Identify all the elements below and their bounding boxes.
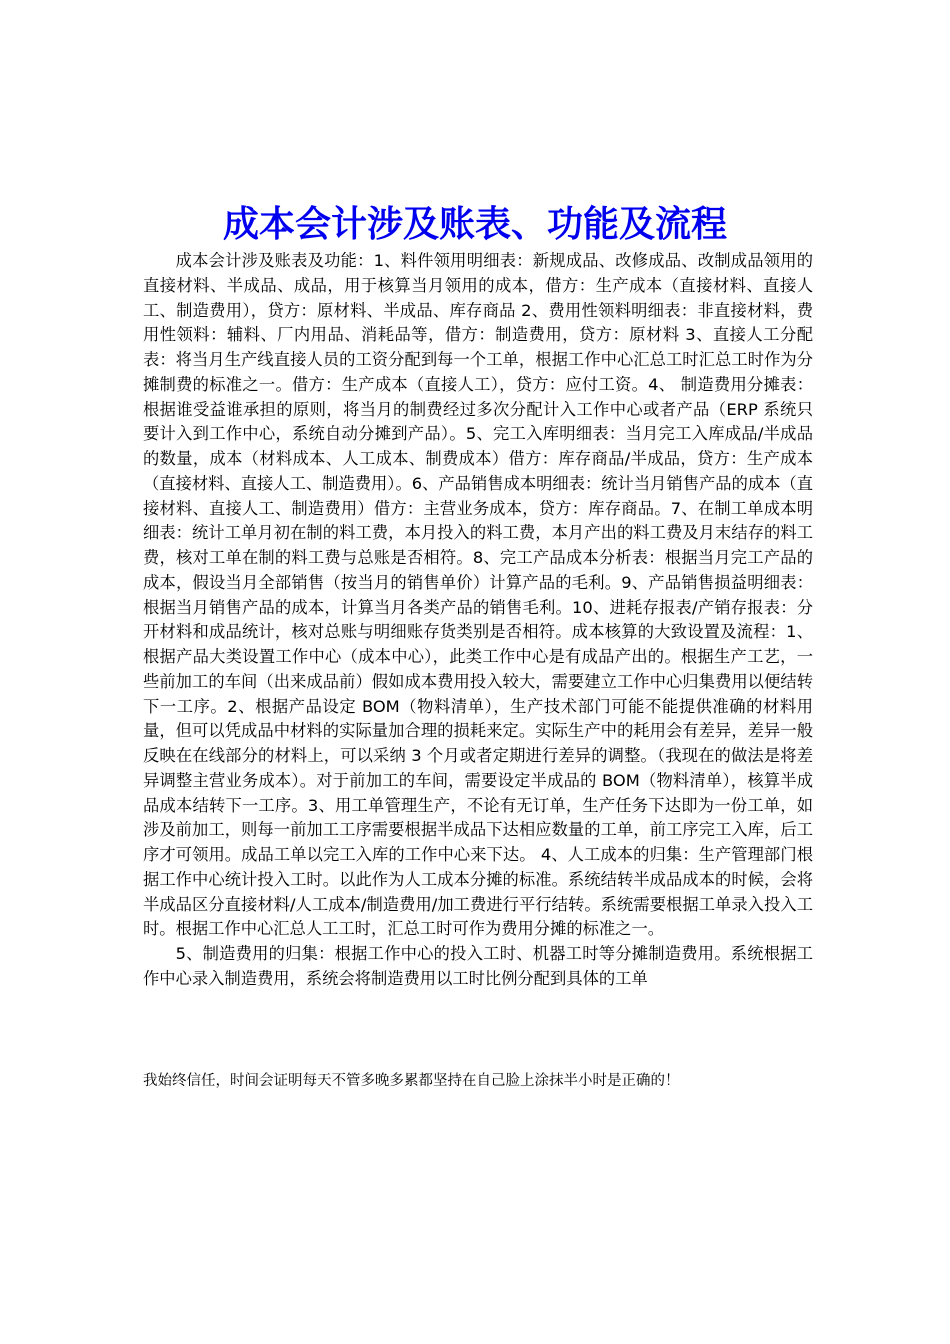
body-paragraph-2: 5、制造费用的归集：根据工作中心的投入工时、机器工时等分摊制造费用。系统根据工作中心录入制造费用，系统会将制造费用以工时比例分配到具体的工单 — [143, 944, 813, 988]
footer-note: 我始终信任，时间会证明每天不管多晚多累都坚持在自己脸上涂抹半小时是正确的！ — [143, 1073, 680, 1089]
document-body — [143, 249, 813, 992]
body-paragraph-1: 成本会计涉及账表及功能：1、料件领用明细表：新规成品、改修成品、改制成品领用的直接材料、半成品、成品，用于核算当月领用的成本，借方：生产成本（直接材料、直接人工、制造费用），贷方：原材料、半成品、库存商品 2、费用性领料明细表：非直接材料，费用性领料：辅料、厂内用品、消耗品等，借方：制造费用，贷方：原材料 3、直接人工分配表：将当月生产线直接人员的工资分配到每一个工单，根据工作中心汇总工时汇总工时作为分摊制费的标准之一。借方：生产成本（直接人工），贷方：应付工资。4、 制造费用分摊表：根据谁受益谁承担的原则，将当月的制费经过多次分配计入工作中心或者产品（ERP 系统只要计入到工作中心，系统自动分摊到产品）。5、完工入库明细表：当月完工入库成品/半成品的数量，成本（材料成本、人工成本、制费成本）借方：库存商品/半成品，贷方：生产成本（直接材料、直接人工、制造费用）。6、产品销售成本明细表：统计当月销售产品的成本（直接材料、直接人工、制造费用）借方：主营业务成本，贷方：库存商品。7、在制工单成本明细表：统计工单月初在制的料工费，本月投入的料工费，本月产出的料工费及月末结存的料工费，核对工单在制的料工费与总账是否相符。8、完工产品成本分析表：根据当月完工产品的成本，假设当月全部销售（按当月的销售单价）计算产品的毛利。9、产品销售损益明细表：根据当月销售产品的成本，计算当月各类产品的销售毛利。10、进耗存报表/产销存报表：分开材料和成品统计，核对总账与明细账存货类别是否相符。成本核算的大致设置及流程：1、根据产品大类设置工作中心（成本中心），此类工作中心是有成品产出的。根据生产工艺，一些前加工的车间（出来成品前）假如成本费用投入较大，需要建立工作中心归集费用以便结转下一工序。2、根据产品设定 BOM（物料清单），生产技术部门可能不能提供准确的材料用量，但可以凭成品中材料的实际量加合理的损耗来定。实际生产中的耗用会有差异，差异一般反映在在线部分的材料上，可以采纳 3 个月或者定期进行差异的调整。（我现在的做法是将差异调整主营业务成本）。对于前加工的车间，需要设定半成品的 BOM（物料清单），核算半成品成本结转下一工序。3、用工单管理生产，不论有无订单，生产任务下达即为一份工单，如涉及前加工，则每一前加工工序需要根据半成品下达相应数量的工单，前工序完工入库，后工序才可领用。成品工单以完工入库的工作中心来下达。 4、人工成本的归集：生产管理部门根据工作中心统计投入工时。以此作为人工成本分摊的标准。系统结转半成品成本的时候，会将半成品区分直接材料/人工成本/制造费用/加工费进行平行结转。系统需要根据工单录入投入工时。根据工作中心汇总人工工时，汇总工时可作为费用分摊的标准之一。 — [143, 251, 813, 939]
document-title: 成本会计涉及账表、功能及流程 — [222, 204, 727, 245]
